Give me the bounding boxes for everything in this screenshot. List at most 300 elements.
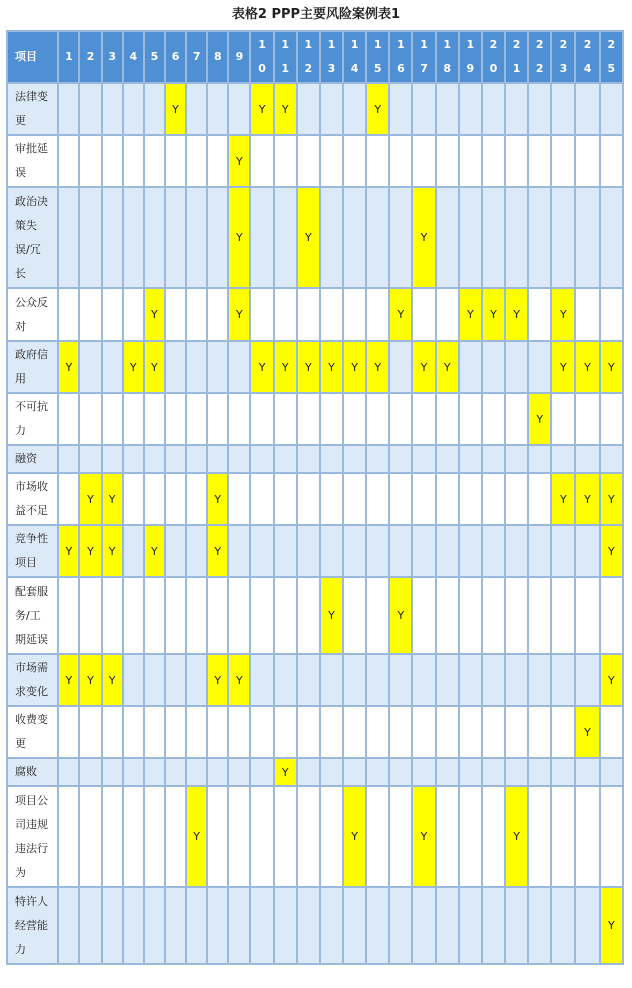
empty-cell [600,758,623,786]
empty-cell [320,288,343,341]
empty-cell [459,786,482,887]
empty-cell [207,758,228,786]
empty-cell [412,135,435,187]
table-row [7,445,623,473]
risk-mark-cell [207,654,228,706]
empty-cell [459,525,482,577]
empty-cell [186,83,207,135]
empty-cell [123,786,144,887]
empty-cell [228,887,250,964]
empty-cell [79,187,101,288]
row-label [7,288,58,341]
empty-cell [123,473,144,525]
risk-mark-cell [505,786,528,887]
empty-cell [250,786,273,887]
empty-cell [551,887,575,964]
risk-mark: Y [397,308,405,321]
empty-cell [165,887,186,964]
row-label-line: 益不足 [15,504,48,517]
row-label [7,706,58,758]
empty-cell [343,445,366,473]
empty-cell [102,288,123,341]
empty-cell [528,887,551,964]
empty-cell [228,706,250,758]
table-row [7,887,623,964]
empty-cell [436,187,459,288]
risk-mark: Y [536,412,544,426]
empty-cell [575,187,599,288]
row-label-line: 长 [15,266,26,280]
empty-cell [459,187,482,288]
empty-cell [274,473,297,525]
empty-cell [123,706,144,758]
empty-cell [320,135,343,187]
empty-cell [207,83,228,135]
risk-mark: Y [513,830,520,843]
row-label-line: 力 [15,424,26,437]
header-col-2 [79,31,101,83]
empty-cell [320,83,343,135]
row-label [7,473,58,525]
empty-cell [144,786,165,887]
empty-cell [366,706,389,758]
row-label [7,654,58,706]
empty-cell [412,577,435,654]
risk-mark-cell [228,135,250,187]
empty-cell [297,887,320,964]
risk-mark: Y [108,544,116,558]
risk-mark: Y [214,492,222,506]
row-label-line: 市场需 [15,661,48,674]
empty-cell [320,187,343,288]
empty-cell [575,577,599,654]
risk-mark: Y [443,360,451,374]
header-digit: 2 [607,38,616,51]
empty-cell [250,187,273,288]
empty-cell [79,706,101,758]
empty-cell [228,393,250,445]
empty-cell [505,473,528,525]
empty-cell [58,577,79,654]
empty-cell [600,288,623,341]
empty-cell [207,288,228,341]
empty-cell [412,393,435,445]
empty-cell [528,445,551,473]
header-digit: 9 [235,50,244,63]
empty-cell [528,577,551,654]
empty-cell [366,393,389,445]
risk-mark-cell [102,525,123,577]
risk-mark: Y [281,102,289,116]
empty-cell [600,786,623,887]
row-label-line: 违法行 [15,841,48,855]
empty-cell [551,187,575,288]
empty-cell [551,525,575,577]
risk-mark-cell [389,577,412,654]
empty-cell [343,288,366,341]
risk-mark-cell [320,341,343,393]
empty-cell [482,135,505,187]
empty-cell [459,445,482,473]
risk-mark: Y [328,609,335,622]
risk-mark: Y [65,360,73,374]
empty-cell [366,654,389,706]
empty-cell [389,758,412,786]
empty-cell [79,445,101,473]
empty-cell [123,654,144,706]
empty-cell [389,341,412,393]
empty-cell [389,445,412,473]
empty-cell [389,135,412,187]
empty-cell [412,445,435,473]
empty-cell [123,445,144,473]
empty-cell [297,83,320,135]
empty-cell [102,341,123,393]
risk-mark-cell [58,341,79,393]
row-label [7,393,58,445]
empty-cell [551,83,575,135]
empty-cell [575,654,599,706]
table-row [7,341,623,393]
header-digit: 1 [281,38,290,51]
empty-cell [505,758,528,786]
empty-cell [482,786,505,887]
row-label-line: 竞争性 [15,532,48,545]
risk-mark: Y [236,673,243,687]
risk-mark-cell [274,341,297,393]
empty-cell [186,473,207,525]
empty-cell [79,393,101,445]
empty-cell [250,654,273,706]
empty-cell [482,187,505,288]
header-col-3 [102,31,123,83]
empty-cell [186,393,207,445]
risk-mark: Y [513,308,520,321]
risk-mark: Y [584,360,591,374]
empty-cell [600,187,623,288]
row-label [7,758,58,786]
empty-cell [165,135,186,187]
risk-mark: Y [328,360,335,374]
empty-cell [343,525,366,577]
empty-cell [58,887,79,964]
empty-cell [600,135,623,187]
header-col-24 [575,31,599,83]
header-digit: 2 [535,62,544,75]
row-label-line: 司违规 [15,817,48,831]
empty-cell [459,706,482,758]
empty-cell [320,786,343,887]
empty-cell [207,706,228,758]
header-digit: 2 [489,38,498,51]
empty-cell [575,393,599,445]
risk-mark-cell [144,341,165,393]
empty-cell [186,577,207,654]
header-col-6 [165,31,186,83]
empty-cell [343,654,366,706]
empty-cell [343,473,366,525]
empty-cell [186,706,207,758]
table-body [7,83,623,964]
risk-mark: Y [490,308,497,321]
table-row [7,83,623,135]
row-label-line: 收费变 [15,713,48,726]
empty-cell [58,393,79,445]
header-digit: 4 [129,50,138,63]
empty-cell [186,288,207,341]
header-col-7 [186,31,207,83]
header-digit: 5 [373,62,382,75]
empty-cell [459,393,482,445]
table-header-row [7,31,623,83]
row-label-line: 配套服 [15,584,48,598]
empty-cell [165,187,186,288]
empty-cell [436,445,459,473]
risk-mark-cell [528,393,551,445]
row-label [7,887,58,964]
header-digit: 1 [420,38,428,51]
empty-cell [505,135,528,187]
risk-mark-cell [102,654,123,706]
row-label-line: 更 [15,114,26,127]
row-label-line: 经营能 [15,918,48,932]
row-label [7,187,58,288]
risk-mark-cell [58,525,79,577]
empty-cell [366,187,389,288]
empty-cell [528,341,551,393]
table-row [7,525,623,577]
empty-cell [186,654,207,706]
header-digit: 1 [350,38,359,51]
empty-cell [482,577,505,654]
risk-mark: Y [304,360,312,374]
empty-cell [228,577,250,654]
row-label-line: 用 [15,372,26,385]
header-digit: 4 [583,62,592,75]
empty-cell [412,654,435,706]
empty-cell [366,887,389,964]
empty-cell [274,654,297,706]
empty-cell [186,135,207,187]
empty-cell [575,135,599,187]
empty-cell [482,654,505,706]
empty-cell [250,288,273,341]
risk-mark-cell [186,786,207,887]
header-digit: 0 [258,62,266,75]
header-corner-cell: 项目 [7,31,58,83]
empty-cell [482,706,505,758]
table-row [7,758,623,786]
empty-cell [228,786,250,887]
empty-cell [528,525,551,577]
empty-cell [343,758,366,786]
header-col-14 [343,31,366,83]
empty-cell [436,473,459,525]
row-label-line: 为 [15,865,26,879]
risk-mark: Y [214,673,222,687]
empty-cell [274,525,297,577]
empty-cell [250,887,273,964]
empty-cell [58,758,79,786]
empty-cell [79,887,101,964]
risk-mark: Y [193,830,201,843]
empty-cell [528,135,551,187]
empty-cell [228,525,250,577]
row-label-line: 腐败 [15,765,37,778]
risk-mark-cell [79,525,101,577]
risk-mark-cell [207,473,228,525]
header-digit: 8 [443,62,451,75]
empty-cell [228,445,250,473]
risk-mark-cell [551,341,575,393]
empty-cell [79,135,101,187]
empty-cell [297,706,320,758]
risk-mark-cell [600,887,623,964]
risk-mark-cell [320,577,343,654]
empty-cell [436,83,459,135]
header-digit: 2 [304,62,313,75]
table-row [7,135,623,187]
header-col-12 [297,31,320,83]
empty-cell [79,83,101,135]
empty-cell [123,83,144,135]
empty-cell [123,525,144,577]
empty-cell [389,706,412,758]
empty-cell [102,577,123,654]
empty-cell [389,473,412,525]
empty-cell [505,341,528,393]
risk-mark-cell [412,187,435,288]
row-label-line: 力 [15,942,26,956]
empty-cell [58,135,79,187]
risk-mark-cell [144,525,165,577]
row-label-line: 不可抗 [15,400,48,413]
empty-cell [207,341,228,393]
row-label [7,525,58,577]
empty-cell [144,577,165,654]
header-col-8 [207,31,228,83]
risk-mark-cell [297,341,320,393]
empty-cell [412,473,435,525]
empty-cell [274,706,297,758]
empty-cell [207,445,228,473]
empty-cell [297,654,320,706]
header-col-4 [123,31,144,83]
empty-cell [528,706,551,758]
risk-mark: Y [607,673,615,687]
empty-cell [165,758,186,786]
header-digit: 2 [535,38,544,51]
empty-cell [250,525,273,577]
empty-cell [551,445,575,473]
table-row [7,288,623,341]
empty-cell [343,887,366,964]
empty-cell [250,135,273,187]
empty-cell [165,445,186,473]
header-digit: 5 [150,50,159,63]
empty-cell [228,473,250,525]
empty-cell [123,887,144,964]
risk-mark-cell [482,288,505,341]
empty-cell [436,887,459,964]
header-col-11 [274,31,297,83]
empty-cell [320,525,343,577]
empty-cell [482,887,505,964]
empty-cell [58,786,79,887]
row-label-line: 误 [15,166,26,179]
empty-cell [123,288,144,341]
empty-cell [274,887,297,964]
empty-cell [102,393,123,445]
risk-mark: Y [584,725,591,739]
empty-cell [297,288,320,341]
empty-cell [459,758,482,786]
empty-cell [389,187,412,288]
empty-cell [436,577,459,654]
empty-cell [186,758,207,786]
risk-mark-cell [412,786,435,887]
row-label [7,83,58,135]
risk-mark-cell [79,473,101,525]
empty-cell [186,187,207,288]
risk-mark: Y [172,102,179,116]
empty-cell [528,654,551,706]
empty-cell [436,393,459,445]
row-label-line: 误/冗 [15,242,41,256]
header-digit: 1 [327,38,336,51]
row-label-line: 政治决 [15,194,48,208]
risk-mark: Y [108,673,116,687]
empty-cell [102,83,123,135]
empty-cell [366,786,389,887]
header-digit: 3 [327,62,336,75]
empty-cell [250,445,273,473]
header-digit: 6 [397,62,405,75]
empty-cell [528,758,551,786]
table-row [7,577,623,654]
empty-cell [144,887,165,964]
header-digit: 4 [350,62,359,75]
empty-cell [250,473,273,525]
empty-cell [144,706,165,758]
empty-cell [165,577,186,654]
empty-cell [551,706,575,758]
risk-mark-cell [389,288,412,341]
empty-cell [366,758,389,786]
risk-mark-cell [575,473,599,525]
row-label-line: 项目 [15,556,37,569]
row-label [7,577,58,654]
empty-cell [144,654,165,706]
row-label-line: 务/工 [15,608,41,622]
empty-cell [165,654,186,706]
empty-cell [505,83,528,135]
empty-cell [389,786,412,887]
empty-cell [207,187,228,288]
empty-cell [459,887,482,964]
header-digit: 2 [512,38,521,51]
empty-cell [58,83,79,135]
empty-cell [436,758,459,786]
risk-mark-cell [575,341,599,393]
empty-cell [186,341,207,393]
row-label [7,786,58,887]
empty-cell [186,445,207,473]
empty-cell [58,288,79,341]
empty-cell [528,288,551,341]
empty-cell [144,393,165,445]
empty-cell [505,187,528,288]
